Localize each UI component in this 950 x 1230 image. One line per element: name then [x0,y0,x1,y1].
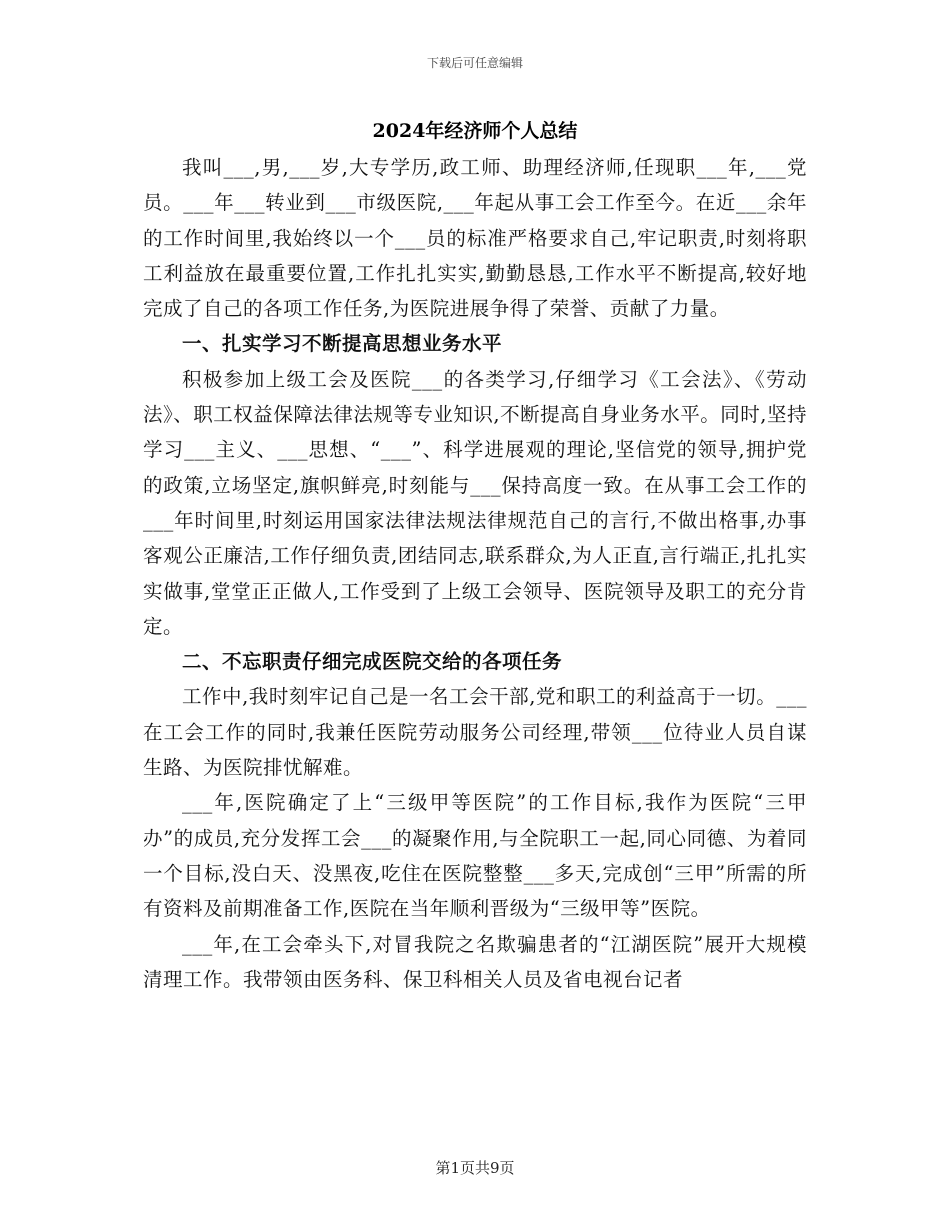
page-header-note: 下载后可任意编辑 [426,56,523,70]
section-heading: 一、扎实学习不断提高思想业务水平 [182,332,503,356]
body-paragraph: 我叫___,男,___岁,大专学历,政工师、助理经济师,任现职___年,___党员。___年___转业到___市级医院,___年起从事工会工作至今。在近___余年的工作时间里,我始终以一个___员的标准严格要求自己,牢记职责,时刻将职工利益放在最重要位置,工作扎扎实实,勤勤恳恳,工作水平不断提高,较好地完成了自己的各项工作任务,为医院进展争得了荣誉、贡献了力量。 [143,156,807,321]
document-body [143,150,807,997]
document-title: 2024年经济师个人总结 [372,120,578,142]
body-paragraph: 积极参加上级工会及医院___的各类学习,仔细学习《工会法》、《劳动法》、职工权益保障法律法规等专业知识,不断提高自身业务水平。同时,坚持学习___主义、___思想、“___”、科学进展观的理论,坚信党的领导,拥护党的政策,立场坚定,旗帜鲜亮,时刻能与___保持高度一致。在从事工会工作的___年时间里,时刻运用国家法律法规法律规范自己的言行,不做出格事,办事客观公正廉洁,工作仔细负责,团结同志,联系群众,为人正直,言行端正,扎扎实实做事,堂堂正正做人,工作受到了上级工会领导、医院领导及职工的充分肯定。 [143,367,807,638]
body-paragraph: 工作中,我时刻牢记自己是一名工会干部,党和职工的利益高于一切。___在工会工作的同时,我兼任医院劳动服务公司经理,带领___位待业人员自谋生路、为医院排忧解难。 [143,685,807,780]
page-footer: 第1页共9页 [435,1159,515,1177]
section-heading: 二、不忘职责仔细完成医院交给的各项任务 [182,650,563,674]
body-paragraph: ___年,在工会牵头下,对冒我院之名欺骗患者的“江湖医院”展开大规模清理工作。我带领由医务科、保卫科相关人员及省电视台记者 [143,932,807,991]
body-paragraph: ___年,医院确定了上“三级甲等医院”的工作目标,我作为医院“三甲办”的成员,充分发挥工会___的凝聚作用,与全院职工一起,同心同德、为着同一个目标,没白天、没黑夜,吃住在医院整整___多天,完成创“三甲”所需的所有资料及前期准备工作,医院在当年顺利晋级为“三级甲等”医院。 [143,791,807,921]
